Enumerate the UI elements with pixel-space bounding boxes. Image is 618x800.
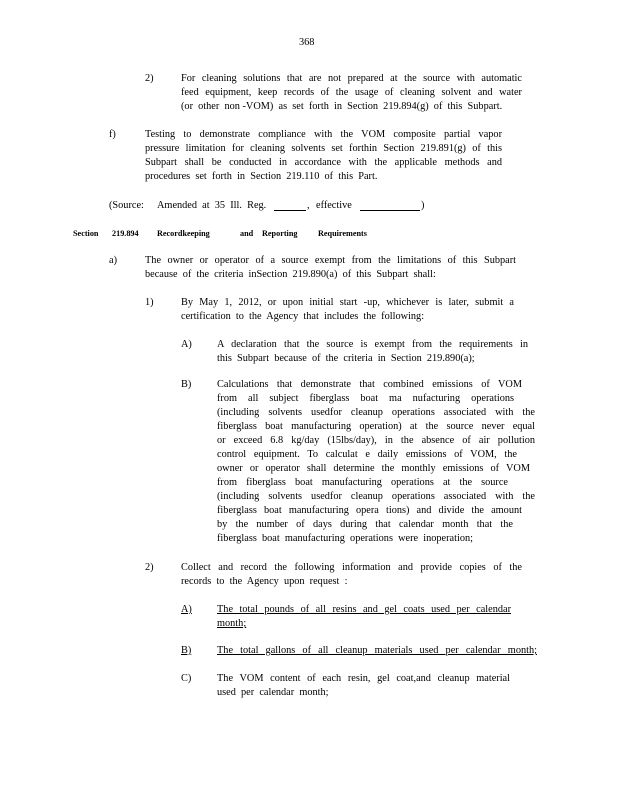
item-a2B-label: B) — [181, 645, 192, 656]
item-a1B-line-10: fiberglass boat manufacturing opera tions) and divide the amount — [217, 505, 522, 516]
item-2-line-1: For cleaning solutions that are not prepared at the source with automatic — [181, 73, 522, 84]
item-a-line-2: because of the criteria inSection 219.890(a) of this Subpart shall: — [145, 269, 436, 280]
item-a1B-line-8: from fiberglass boat manufacturing operations at the source — [217, 477, 508, 488]
item-2-line-2: feed equipment, keep records of the usage of cleaning solvent and water — [181, 87, 522, 98]
item-a1A-label: A) — [181, 339, 192, 350]
item-a1A-line-2: this Subpart because of the criteria in Section 219.890(a); — [217, 353, 475, 364]
item-f-line-1: Testing to demonstrate compliance with the VOM composite partial vapor — [145, 129, 502, 140]
item-a-line-1: The owner or operator of a source exempt from the limitations of this Subpart — [145, 255, 516, 266]
item-a1B-line-9: (including solvents usedfor cleanup operations associated with the — [217, 491, 535, 502]
item-a2A-line-2: month; — [217, 618, 247, 629]
item-a2A-label: A) — [181, 604, 192, 615]
section-title-reporting: Reporting — [262, 229, 298, 238]
section-number: 219.894 — [112, 229, 139, 238]
section-title-requirements: Requirements — [318, 229, 367, 238]
item-a1B-line-6: control equipment. To calculat e daily emissions of VOM, the — [217, 449, 517, 460]
item-a1B-line-1: Calculations that demonstrate that combined emissions of VOM — [217, 379, 522, 390]
item-f-line-3: Subpart shall be conducted in accordance with the applicable methods and — [145, 157, 502, 168]
item-a-label: a) — [109, 255, 117, 266]
item-2-label: 2) — [145, 73, 154, 84]
item-a1-label: 1) — [145, 297, 154, 308]
item-a2C-label: C) — [181, 673, 192, 684]
item-a1-line-1: By May 1, 2012, or upon initial start -up, whichever is later, submit a — [181, 297, 514, 308]
source-close: ) — [421, 200, 425, 211]
item-f-label: f) — [109, 129, 116, 140]
item-a2B-line-1: The total gallons of all cleanup materials used per calendar month; — [217, 645, 537, 656]
section-label: Section — [73, 229, 99, 238]
item-a1B-label: B) — [181, 379, 192, 390]
item-a1-line-2: certification to the Agency that includes the following: — [181, 311, 425, 322]
item-a1B-line-7: owner or operator shall determine the monthly emissions of VOM — [217, 463, 530, 474]
item-a2-line-2: records to the Agency upon request : — [181, 576, 348, 587]
item-a2-label: 2) — [145, 562, 154, 573]
item-a1A-line-1: A declaration that the source is exempt from the requirements in — [217, 339, 528, 350]
item-a2-line-1: Collect and record the following information and provide copies of the — [181, 562, 522, 573]
section-title-and: and — [240, 229, 254, 238]
item-a2A-line-1: The total pounds of all resins and gel coats used per calendar — [217, 604, 511, 615]
item-f-line-2: pressure limitation for cleaning solvents set forthin Section 219.891(g) of this — [145, 143, 502, 154]
source-blank-2 — [360, 210, 420, 211]
item-a1B-line-12: fiberglass boat manufacturing operations were inoperation; — [217, 533, 474, 544]
source-effective: effective — [316, 200, 352, 211]
item-a1B-line-3: (including solvents usedfor cleanup operations associated with the — [217, 407, 535, 418]
source-comma: , — [307, 200, 310, 211]
item-a1B-line-11: by the number of days during that calendar month that the — [217, 519, 513, 530]
item-a1B-line-4: fiberglass boat manufacturing operation) at the source never equal — [217, 421, 535, 432]
item-a1B-line-5: or exceed 6.8 kg/day (15lbs/day), in the absence of air pollution — [217, 435, 535, 446]
source-amended: Amended at 35 Ill. Reg. — [157, 200, 267, 211]
item-2-line-3: (or other non -VOM) as set forth in Section 219.894(g) of this Subpart. — [181, 101, 503, 112]
item-a1B-line-2: from all subject fiberglass boat ma nufacturing operations — [217, 393, 514, 404]
item-a2C-line-2: used per calendar month; — [217, 687, 329, 698]
page-number: 368 — [299, 37, 315, 48]
source-open: (Source: — [109, 200, 144, 211]
item-f-line-4: procedures set forth in Section 219.110 of this Part. — [145, 171, 378, 182]
section-title-recordkeeping: Recordkeeping — [157, 229, 210, 238]
source-blank-1 — [274, 210, 306, 211]
item-a2C-line-1: The VOM content of each resin, gel coat,and cleanup material — [217, 673, 510, 684]
